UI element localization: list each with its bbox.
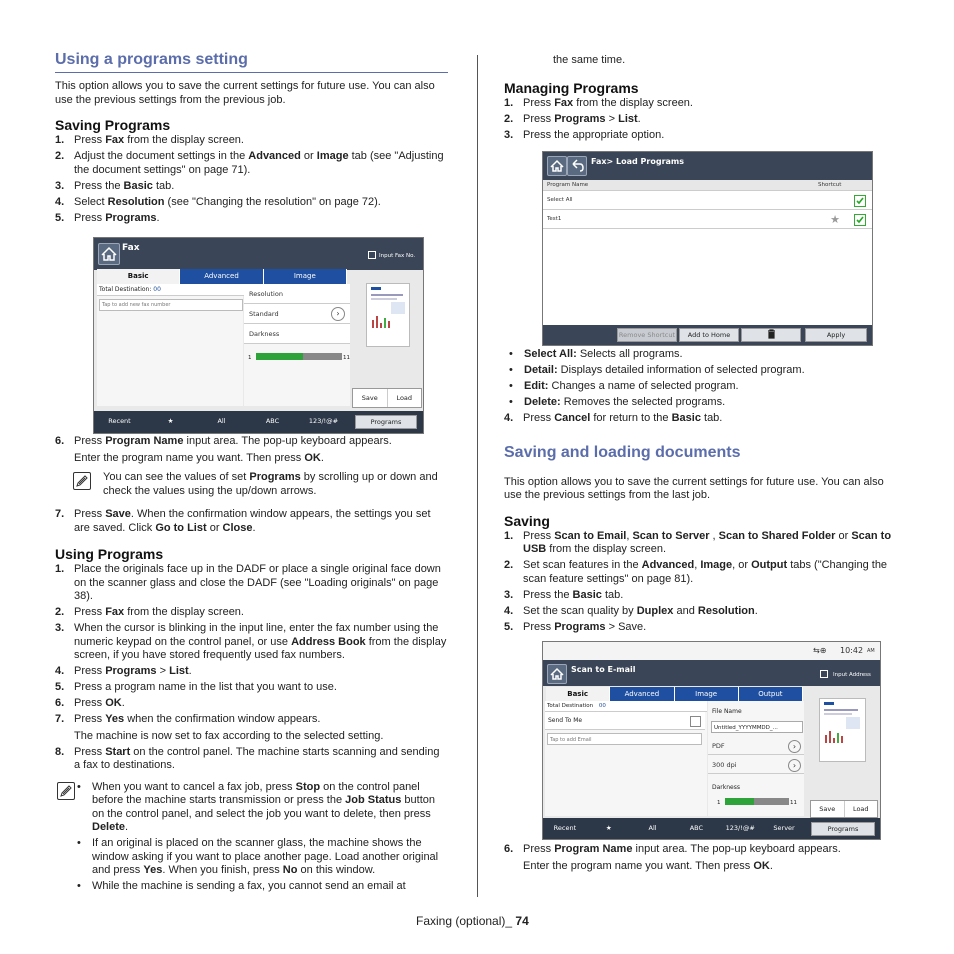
chevron-right-icon: › <box>788 740 801 753</box>
list-item: 4. Press Programs > List. <box>55 665 192 677</box>
saving-steps <box>55 134 448 225</box>
darkness-min: 1 <box>717 800 721 806</box>
document-preview <box>819 698 866 762</box>
continued-text: the same time. <box>553 54 626 66</box>
saving-doc-steps <box>504 530 896 635</box>
list-item: 2. Press Programs > List. <box>504 112 641 125</box>
all-button[interactable]: All <box>648 823 657 832</box>
save-button[interactable]: Save <box>811 801 845 817</box>
list-item: • When you want to cancel a fax job, press Stop on the control panel before the machine starts transmission or press the Job Status button on the control panel, and select the job you want to delete, then press Delete. <box>55 781 448 835</box>
fax-topbar <box>94 238 423 270</box>
list-item: 4. Set the scan quality by Duplex and Resolution. <box>504 604 758 617</box>
list-item: 3. Press the appropriate option. <box>504 128 665 141</box>
file-name-label: File Name <box>712 708 742 715</box>
home-button[interactable] <box>98 243 120 265</box>
tab-image[interactable]: Image <box>675 687 739 701</box>
managing-steps <box>504 97 896 143</box>
dpi-value: 300 dpi <box>712 761 737 769</box>
list-item: 2. Adjust the document settings in the Advanced or Image tab (see "Adjusting the document settings" on page 71). <box>55 150 444 176</box>
home-button[interactable] <box>547 156 567 176</box>
list-item: 1. Place the originals face up in the DADF or place a single original face down on the scanner glass and close the DADF (see "Loading originals" on page 38). <box>55 563 441 602</box>
managing-steps-end <box>504 412 896 426</box>
darkness-label: Darkness <box>712 784 740 791</box>
section-title: Using a programs setting <box>55 51 248 68</box>
list-item: • Delete: Removes the selected programs. <box>504 396 896 410</box>
list-item: 1. Press Scan to Email, Scan to Server , Scan to Shared Folder or Scan to USB from the display screen. <box>504 529 892 555</box>
save-button[interactable]: Save <box>353 389 388 407</box>
preview-bars <box>372 314 402 328</box>
column-divider <box>477 55 478 897</box>
list-item: 5. Press Programs. <box>55 211 160 224</box>
list-item: • While the machine is sending a fax, you cannot send an email at <box>55 880 448 894</box>
saving-doc-steps-end <box>504 843 896 873</box>
darkness-max: 11 <box>790 800 797 806</box>
list-item: 1. Press Fax from the display screen. <box>55 134 244 146</box>
send-to-me-row[interactable] <box>545 712 705 730</box>
tab-advanced[interactable]: Advanced <box>180 269 263 284</box>
list-item: 2. Set scan features in the Advanced, Image, or Output tabs ("Changing the scan feature settings" on page 81). <box>504 559 888 585</box>
send-to-me-checkbox[interactable] <box>690 716 701 727</box>
load-programs-screen-image <box>542 151 873 346</box>
left-column-lower <box>55 435 448 900</box>
using-steps <box>55 563 448 773</box>
note-block: You can see the values of set Programs by scrolling up or down and check the values using the up/down arrows. <box>55 471 448 498</box>
total-destination <box>97 284 245 296</box>
settings-panel <box>244 284 350 406</box>
right-column-bottom <box>504 843 896 876</box>
chevron-right-icon: › <box>788 759 801 772</box>
tab-output[interactable]: Output <box>739 687 803 701</box>
note-pencil-icon <box>73 472 91 490</box>
using-programs-heading: Using Programs <box>55 546 164 562</box>
darkness-fill <box>256 353 303 360</box>
screen-title: Fax <box>122 243 140 253</box>
tab-image[interactable]: Image <box>264 269 347 284</box>
scan-email-screen-image <box>542 641 881 840</box>
list-item: • If an original is placed on the scanner glass, the machine shows the window asking if you want to place another page. Load another original and press Yes. When you finish, press No on this window. <box>55 837 448 878</box>
fax-tabs <box>97 269 347 284</box>
preview-graphic <box>391 302 405 314</box>
list-item: • Select All: Selects all programs. <box>504 348 896 362</box>
list-item: 5. Press Programs > Save. <box>504 620 647 633</box>
saving-programs-heading: Saving Programs <box>55 117 171 133</box>
clock-ampm: AM <box>867 648 875 654</box>
tab-advanced[interactable]: Advanced <box>610 687 674 701</box>
saving-heading: Saving <box>504 512 550 529</box>
tab-basic[interactable]: Basic <box>546 687 610 701</box>
list-item: 6. Press Program Name input area. The pop-up keyboard appears. Enter the program name you want. Then press OK. <box>504 843 841 872</box>
column-shortcut: Shortcut <box>818 182 842 188</box>
page-number: 74 <box>515 914 529 928</box>
usb-network-icon: ⇆⊕ <box>813 646 827 655</box>
input-fax-label: Input Fax No. <box>379 253 416 259</box>
scan-tabs <box>546 687 803 701</box>
back-arrow-icon <box>568 157 586 175</box>
load-button[interactable]: Load <box>852 805 869 813</box>
program-row-test1[interactable] <box>543 210 872 229</box>
recent-button[interactable]: Recent <box>553 823 577 832</box>
back-button[interactable] <box>567 156 587 176</box>
section-heading-rule <box>55 50 448 73</box>
program-name: Test1 <box>547 216 562 222</box>
all-button[interactable]: All <box>217 417 226 426</box>
darkness-slider[interactable] <box>725 798 789 805</box>
preview-line <box>371 298 397 300</box>
samsung-logo <box>824 702 834 705</box>
darkness-slider[interactable] <box>256 353 342 360</box>
total-destination-value: 00 <box>153 286 161 293</box>
favorites-star-icon[interactable]: ★ <box>605 823 612 832</box>
section-heading <box>504 443 896 465</box>
intro-paragraph: This option allows you to save the current settings for future use. You can also use the previous settings from the previous job. <box>55 80 435 106</box>
list-item: • Detail: Displays detailed information of selected program. <box>504 364 896 378</box>
save-load-box <box>810 800 878 818</box>
format-value: PDF <box>712 742 725 750</box>
destination-panel <box>545 701 707 816</box>
footer-text: Faxing (optional)_ <box>416 914 516 928</box>
remove-shortcut-button[interactable]: Remove Shortcut <box>617 328 677 342</box>
add-to-home-button[interactable]: Add to Home <box>679 328 739 342</box>
recent-button[interactable]: Recent <box>108 417 131 426</box>
list-item: 3. Press the Basic tab. <box>55 179 175 192</box>
home-icon <box>99 244 119 264</box>
list-item: • Edit: Changes a name of selected program. <box>504 380 896 394</box>
column-program-name: Program Name <box>547 182 589 188</box>
programs-button[interactable]: Programs <box>355 415 417 429</box>
load-bottombar <box>543 325 872 345</box>
docs-intro: This option allows you to save the current settings for future use. You can also use the previous settings from the last job. <box>504 475 884 501</box>
list-item: 6. Press Program Name input area. The pop-up keyboard appears. Enter the program name you want. Then press OK. <box>55 435 392 464</box>
chevron-right-icon: › <box>331 307 345 321</box>
scan-bottombar <box>543 818 880 839</box>
preview-line <box>371 294 403 296</box>
preview-bars <box>825 729 855 743</box>
preview-line <box>824 709 858 711</box>
list-item: 1. Press Fax from the display screen. <box>504 96 693 109</box>
total-destination <box>545 701 707 712</box>
note-block <box>55 781 448 894</box>
input-address-label: Input Address <box>833 672 871 678</box>
fax-screen-image <box>93 237 424 434</box>
symbols-button[interactable]: 123/!@# <box>725 823 755 832</box>
apply-button[interactable]: Apply <box>805 328 867 342</box>
save-load-box <box>352 388 422 408</box>
screen-title: Fax> Load Programs <box>591 157 685 166</box>
right-column-middle <box>504 348 896 637</box>
list-item: 5. Press a program name in the list that you want to use. <box>55 681 337 693</box>
samsung-logo <box>371 287 381 290</box>
symbols-button[interactable]: 123/!@# <box>308 417 339 426</box>
saving-steps-end <box>55 508 448 535</box>
settings-panel <box>708 701 804 816</box>
note-bullets <box>55 781 448 894</box>
list-item: 7. Press Save. When the confirmation window appears, the settings you set are saved. Click Go to List or Close. <box>55 508 431 534</box>
managing-programs-heading: Managing Programs <box>504 79 639 96</box>
select-all-label: Select All <box>547 197 573 203</box>
fax-number-input[interactable]: Tap to add new fax number <box>99 299 243 311</box>
programs-button[interactable]: Programs <box>811 822 875 836</box>
home-icon <box>548 157 566 175</box>
resolution-selector[interactable] <box>708 756 804 774</box>
screen-title: Scan to E-mail <box>571 665 636 674</box>
status-bar <box>543 642 880 660</box>
list-item: 3. When the cursor is blinking in the input line, enter the fax number using the numeric keypad on the control panel, or use Address Book from the display screen, if you have stored frequently used fax numbers. <box>55 622 447 661</box>
send-to-me-label: Send To Me <box>548 717 583 724</box>
saving-steps-continued <box>55 435 448 465</box>
total-destination-value: 00 <box>598 703 606 709</box>
select-all-row[interactable] <box>543 191 872 210</box>
resolution-value: Standard <box>249 310 279 318</box>
input-icon <box>820 670 828 678</box>
saving-loading-title: Saving and loading documents <box>504 443 741 461</box>
home-button[interactable] <box>547 664 567 684</box>
left-column <box>55 50 448 228</box>
total-destination-label: Total Destination <box>547 703 594 709</box>
page-footer <box>416 915 529 929</box>
abc-button[interactable]: ABC <box>265 417 280 426</box>
destination-panel <box>97 284 243 406</box>
list-item: 2. Press Fax from the display screen. <box>55 606 244 618</box>
checkmark-icon[interactable] <box>854 214 866 226</box>
server-button[interactable]: Server <box>773 823 795 832</box>
tab-basic[interactable]: Basic <box>97 269 180 284</box>
option-bullets <box>504 348 896 410</box>
total-destination-label: Total Destination: <box>99 286 152 293</box>
resolution-label: Resolution <box>244 284 350 304</box>
favorites-star-icon[interactable]: ★ <box>167 417 174 426</box>
document-preview <box>366 283 410 347</box>
list-item: 7. Press Yes when the confirmation window appears. The machine is now set to fax according to the selected setting. <box>55 713 384 742</box>
list-item: 4. Press Cancel for return to the Basic tab. <box>504 412 723 424</box>
clock-time: 10:42 <box>840 646 864 655</box>
preview-line <box>824 713 852 715</box>
input-icon <box>368 251 376 259</box>
delete-trash-icon[interactable] <box>741 328 801 342</box>
darkness-max: 11 <box>343 355 350 361</box>
list-item: 8. Press Start on the control panel. The machine starts scanning and sending a fax to destinations. <box>55 745 440 771</box>
list-header <box>543 180 872 191</box>
fax-bottombar <box>94 411 423 433</box>
load-button[interactable]: Load <box>396 394 413 402</box>
list-item: 6. Press OK. <box>55 697 125 709</box>
file-name-input[interactable]: Untitled_YYYYMMDD_... <box>711 721 803 733</box>
email-input[interactable]: Tap to add Email <box>547 733 702 745</box>
preview-graphic <box>846 717 860 729</box>
right-column <box>504 54 896 145</box>
load-topbar <box>543 152 872 180</box>
list-item: 3. Press the Basic tab. <box>504 588 624 601</box>
scan-topbar <box>543 660 880 686</box>
list-item: 4. Select Resolution (see "Changing the resolution" on page 72). <box>55 195 381 208</box>
format-selector[interactable] <box>708 737 804 755</box>
resolution-selector[interactable] <box>244 304 350 324</box>
abc-button[interactable]: ABC <box>689 823 704 832</box>
darkness-label: Darkness <box>244 324 350 344</box>
darkness-min: 1 <box>248 355 252 361</box>
checkmark-icon[interactable] <box>854 195 866 207</box>
home-icon <box>548 665 566 683</box>
star-shortcut-icon[interactable]: ★ <box>830 213 840 226</box>
darkness-fill <box>725 798 754 805</box>
